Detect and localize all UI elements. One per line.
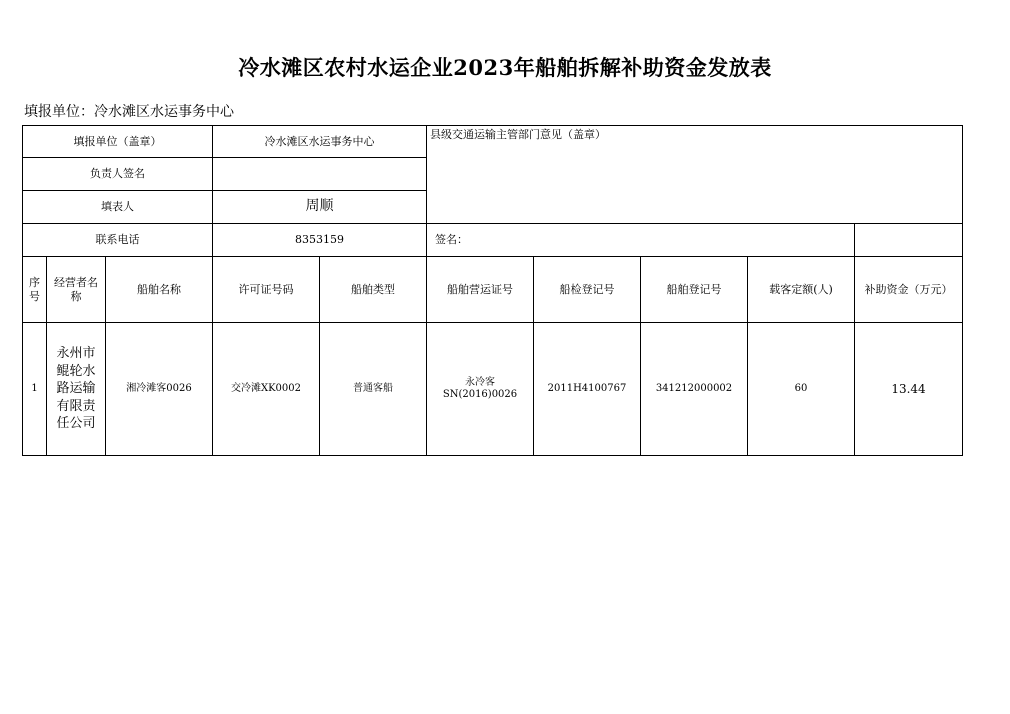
sign-blank	[855, 224, 963, 257]
unit-value: 冷水滩区水运事务中心	[213, 126, 427, 158]
header-ship-type: 船舶类型	[320, 257, 427, 323]
filler-value: 周顺	[213, 191, 427, 224]
cell-ship-type: 普通客船	[320, 323, 427, 456]
header-seq: 序号	[23, 257, 47, 323]
cell-ship-reg: 341212000002	[641, 323, 748, 456]
phone-label: 联系电话	[23, 224, 213, 257]
cell-capacity: 60	[748, 323, 855, 456]
header-capacity: 载客定额(人)	[748, 257, 855, 323]
report-unit-line: 填报单位：冷水滩区水运事务中心	[24, 104, 234, 120]
cell-seq: 1	[23, 323, 47, 456]
phone-value: 8353159	[213, 224, 427, 257]
opinion-label: 县级交通运输主管部门意见（盖章）	[427, 126, 963, 224]
header-operator: 经营者名称	[47, 257, 106, 323]
header-license: 许可证号码	[213, 257, 320, 323]
cell-subsidy: 13.44	[855, 323, 963, 456]
header-ship-name: 船舶名称	[106, 257, 213, 323]
cell-operation-cert: 永冷客SN(2016)0026	[427, 323, 534, 456]
subsidy-table	[22, 125, 963, 456]
header-subsidy: 补助资金（万元）	[855, 257, 963, 323]
cell-inspection-reg: 2011H4100767	[534, 323, 641, 456]
cell-operator: 永州市鲲轮水路运输有限责任公司	[47, 323, 106, 456]
leader-value	[213, 158, 427, 191]
header-inspection-reg: 船检登记号	[534, 257, 641, 323]
cell-ship-name: 湘冷滩客0026	[106, 323, 213, 456]
page-title: 冷水滩区农村水运企业2023年船舶拆解补助资金发放表	[238, 55, 772, 80]
unit-label: 填报单位（盖章）	[23, 126, 213, 158]
table-row	[23, 323, 963, 456]
cell-license: 交冷滩XK0002	[213, 323, 320, 456]
sign-label: 签名：	[427, 224, 855, 257]
filler-label: 填表人	[23, 191, 213, 224]
header-ship-reg: 船舶登记号	[641, 257, 748, 323]
leader-label: 负责人签名	[23, 158, 213, 191]
header-operation-cert: 船舶营运证号	[427, 257, 534, 323]
